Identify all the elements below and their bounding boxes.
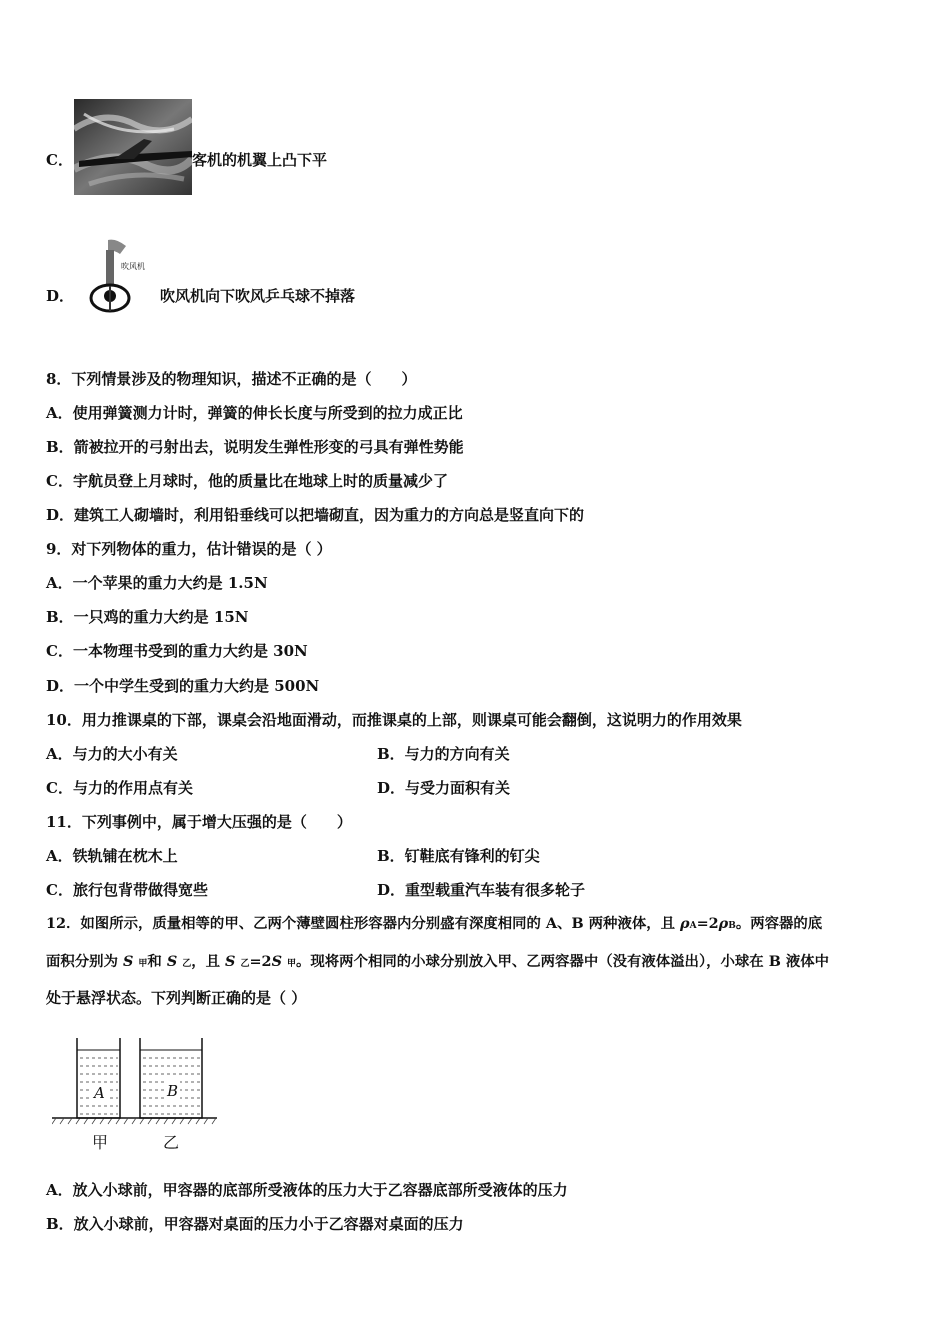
q10-option-c: C．与力的作用点有关 [46,779,193,797]
q10-option-a: A．与力的大小有关 [46,745,178,763]
q7-option-c-text: 客机的机翼上凸下平 [192,151,328,169]
q8-option-d: D．建筑工人砌墙时，利用铅垂线可以把墙砌直，因为重力的方向总是竖直向下的 [46,506,585,524]
q12-stem-text-2a: 面积分别为 [46,953,123,970]
q12-stem-line1 [46,914,822,936]
label-a: A [94,1084,105,1102]
and-word: 和 [147,953,167,970]
q9-stem: 9．对下列物体的重力，估计错误的是（ ） [46,540,332,558]
q7-option-d [46,286,76,306]
q10-option-d: D．与受力面积有关 [377,779,511,797]
q12-stem-line3: 处于悬浮状态。下列判断正确的是（ ） [46,989,307,1007]
s-symbol: S [225,953,236,970]
q12-stem-line2 [46,952,829,974]
q11-option-d: D．重型载重汽车装有很多轮子 [377,881,586,899]
q11-stem: 11．下列事例中，属于增大压强的是（ ） [46,813,352,831]
q8-option-a: A．使用弹簧测力计时，弹簧的伸长长度与所受到的拉力成正比 [46,404,463,422]
s-symbol: S [271,953,282,970]
q10-option-b: B．与力的方向有关 [377,745,510,763]
subscript-yi: 乙 [240,959,250,969]
caption-jia: 甲 [92,1133,109,1152]
containers-svg [52,1036,222,1156]
q8-stem: 8．下列情景涉及的物理知识，描述不正确的是（ ） [46,370,417,388]
q12-stem-text-1a: 12．如图所示，质量相等的甲、乙两个薄壁圆柱形容器内分别盛有深度相同的 A、B 两种液体，且 [46,915,681,932]
q12-stem-text-2b: 。现将两个相同的小球分别放入甲、乙两容器中（没有液体溢出），小球在 B 液体中 [296,953,830,970]
q9-option-c: C．一本物理书受到的重力大约是 30N [46,642,308,660]
subscript-b: B [728,921,736,931]
subscript-jia: 甲 [138,959,148,969]
q11-option-a: A．铁轨铺在枕木上 [46,847,178,865]
containers-figure [52,1036,222,1156]
caption-yi: 乙 [163,1133,180,1152]
q7-option-d-text: 吹风机向下吹风乒乓球不掉落 [160,287,356,305]
subscript-jia: 甲 [286,959,296,969]
q12-mid: ，且 [191,953,226,970]
q8-option-c: C．宇航员登上月球时，他的质量比在地球上时的质量减少了 [46,472,448,490]
equals-two: =2 [249,953,272,970]
equals-two: =2 [696,915,719,932]
hair-dryer-ball-diagram [86,236,156,328]
rho-symbol: ρ [718,915,729,932]
q10-stem: 10．用力推课桌的下部，课桌会沿地面滑动，而推课桌的上部，则课桌可能会翻倒，这说明力的作用效果 [46,711,742,729]
q12-stem-text-1b: 。两容器的底 [735,915,823,932]
subscript-yi: 乙 [182,959,192,969]
q7-option-c [46,150,76,170]
q9-option-a: A．一个苹果的重力大约是 1.5N [46,574,268,592]
q11-option-c: C．旅行包背带做得宽些 [46,881,208,899]
option-letter: C． [46,151,73,169]
label-b: B [167,1082,179,1100]
q8-option-b: B．箭被拉开的弓射出去，说明发生弹性形变的弓具有弹性势能 [46,438,464,456]
q9-option-b: B．一只鸡的重力大约是 15N [46,608,249,626]
q11-option-b: B．钉鞋底有锋利的钉尖 [377,847,540,865]
q9-option-d: D．一个中学生受到的重力大约是 500N [46,677,320,695]
airplane-wing-photo [74,99,192,195]
subscript-a: A [689,921,697,931]
hair-dryer-label: 吹风机 [121,262,145,271]
q12-option-a: A．放入小球前，甲容器的底部所受液体的压力大于乙容器底部所受液体的压力 [46,1181,568,1199]
s-symbol: S [122,953,134,970]
rho-symbol: ρ [680,915,690,932]
q12-option-b: B．放入小球前，甲容器对桌面的压力小于乙容器对桌面的压力 [46,1215,464,1233]
s-symbol: S [166,953,178,970]
option-letter: D． [46,287,75,305]
